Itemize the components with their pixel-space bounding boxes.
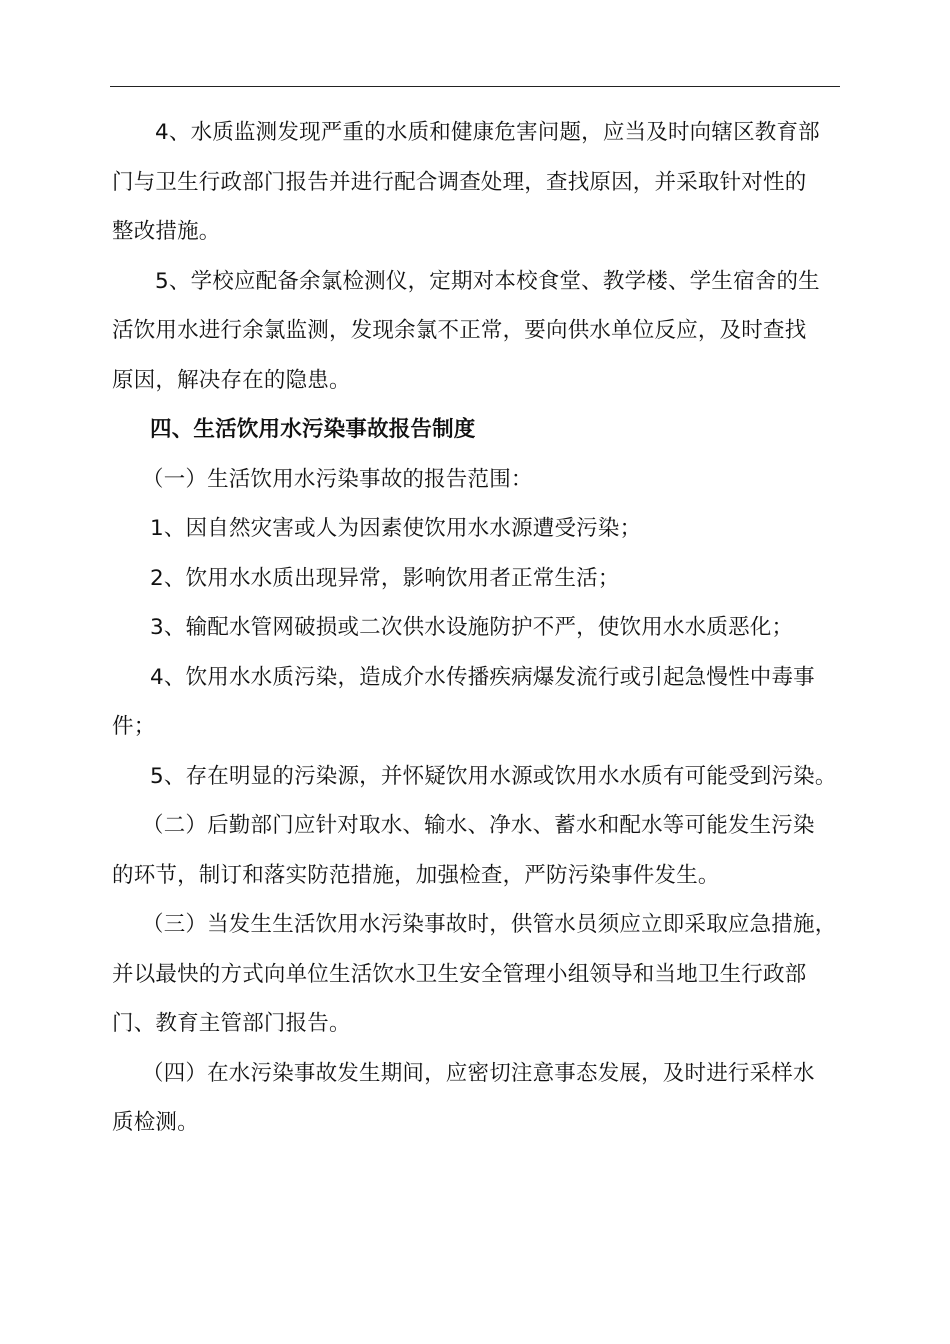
scope-item-3: 3、输配水管网破损或二次供水设施防护不严，使饮用水水质恶化； xyxy=(150,615,794,640)
paragraph-item-5-line-2: 活饮用水进行余氯监测，发现余氯不正常，要向供水单位反应，及时查找 xyxy=(112,318,807,343)
scope-item-1: 1、因自然灾害或人为因素使饮用水水源遭受污染； xyxy=(150,516,642,541)
subsection-4-line-2: 质检测。 xyxy=(112,1110,199,1135)
paragraph-item-5-line-1: 5、学校应配备余氯检测仪，定期对本校食堂、教学楼、学生宿舍的生 xyxy=(155,268,820,294)
subsection-3-line-2: 并以最快的方式向单位生活饮水卫生安全管理小组领导和当地卫生行政部 xyxy=(112,961,807,987)
paragraph-item-5-line-3: 原因，解决存在的隐患。 xyxy=(112,367,351,393)
subsection-2-line-2: 的环节，制订和落实防范措施，加强检查，严防污染事件发生。 xyxy=(112,862,720,888)
paragraph-item-4-line-3: 整改措施。 xyxy=(112,219,221,244)
subsection-3-line-3: 门、教育主管部门报告。 xyxy=(112,1011,351,1036)
subsection-2-line-1: （二）后勤部门应针对取水、输水、净水、蓄水和配水等可能发生污染 xyxy=(142,813,815,838)
scope-item-4-line-1: 4、饮用水水质污染，造成介水传播疾病爆发流行或引起急慢性中毒事 xyxy=(150,664,815,690)
scope-item-4-line-2: 件； xyxy=(112,714,156,739)
scope-item-2: 2、饮用水水质出现异常，影响饮用者正常生活； xyxy=(150,565,620,591)
document-body xyxy=(112,108,842,1148)
section-heading: 四、生活饮用水污染事故报告制度 xyxy=(150,417,476,442)
scope-item-5: 5、存在明显的污染源，并怀疑饮用水源或饮用水水质有可能受到污染。 xyxy=(150,763,837,789)
subsection-4-line-1: （四）在水污染事故发生期间，应密切注意事态发展，及时进行采样水 xyxy=(142,1060,815,1086)
subsection-3-line-1: （三）当发生生活饮用水污染事故时，供管水员须应立即采取应急措施， xyxy=(142,912,837,937)
paragraph-item-4-line-1: 4、水质监测发现严重的水质和健康危害问题，应当及时向辖区教育部 xyxy=(155,120,820,145)
header-rule xyxy=(110,86,840,87)
subsection-1-title: （一）生活饮用水污染事故的报告范围： xyxy=(142,466,533,492)
paragraph-item-4-line-2: 门与卫生行政部门报告并进行配合调查处理，查找原因，并采取针对性的 xyxy=(112,169,807,195)
